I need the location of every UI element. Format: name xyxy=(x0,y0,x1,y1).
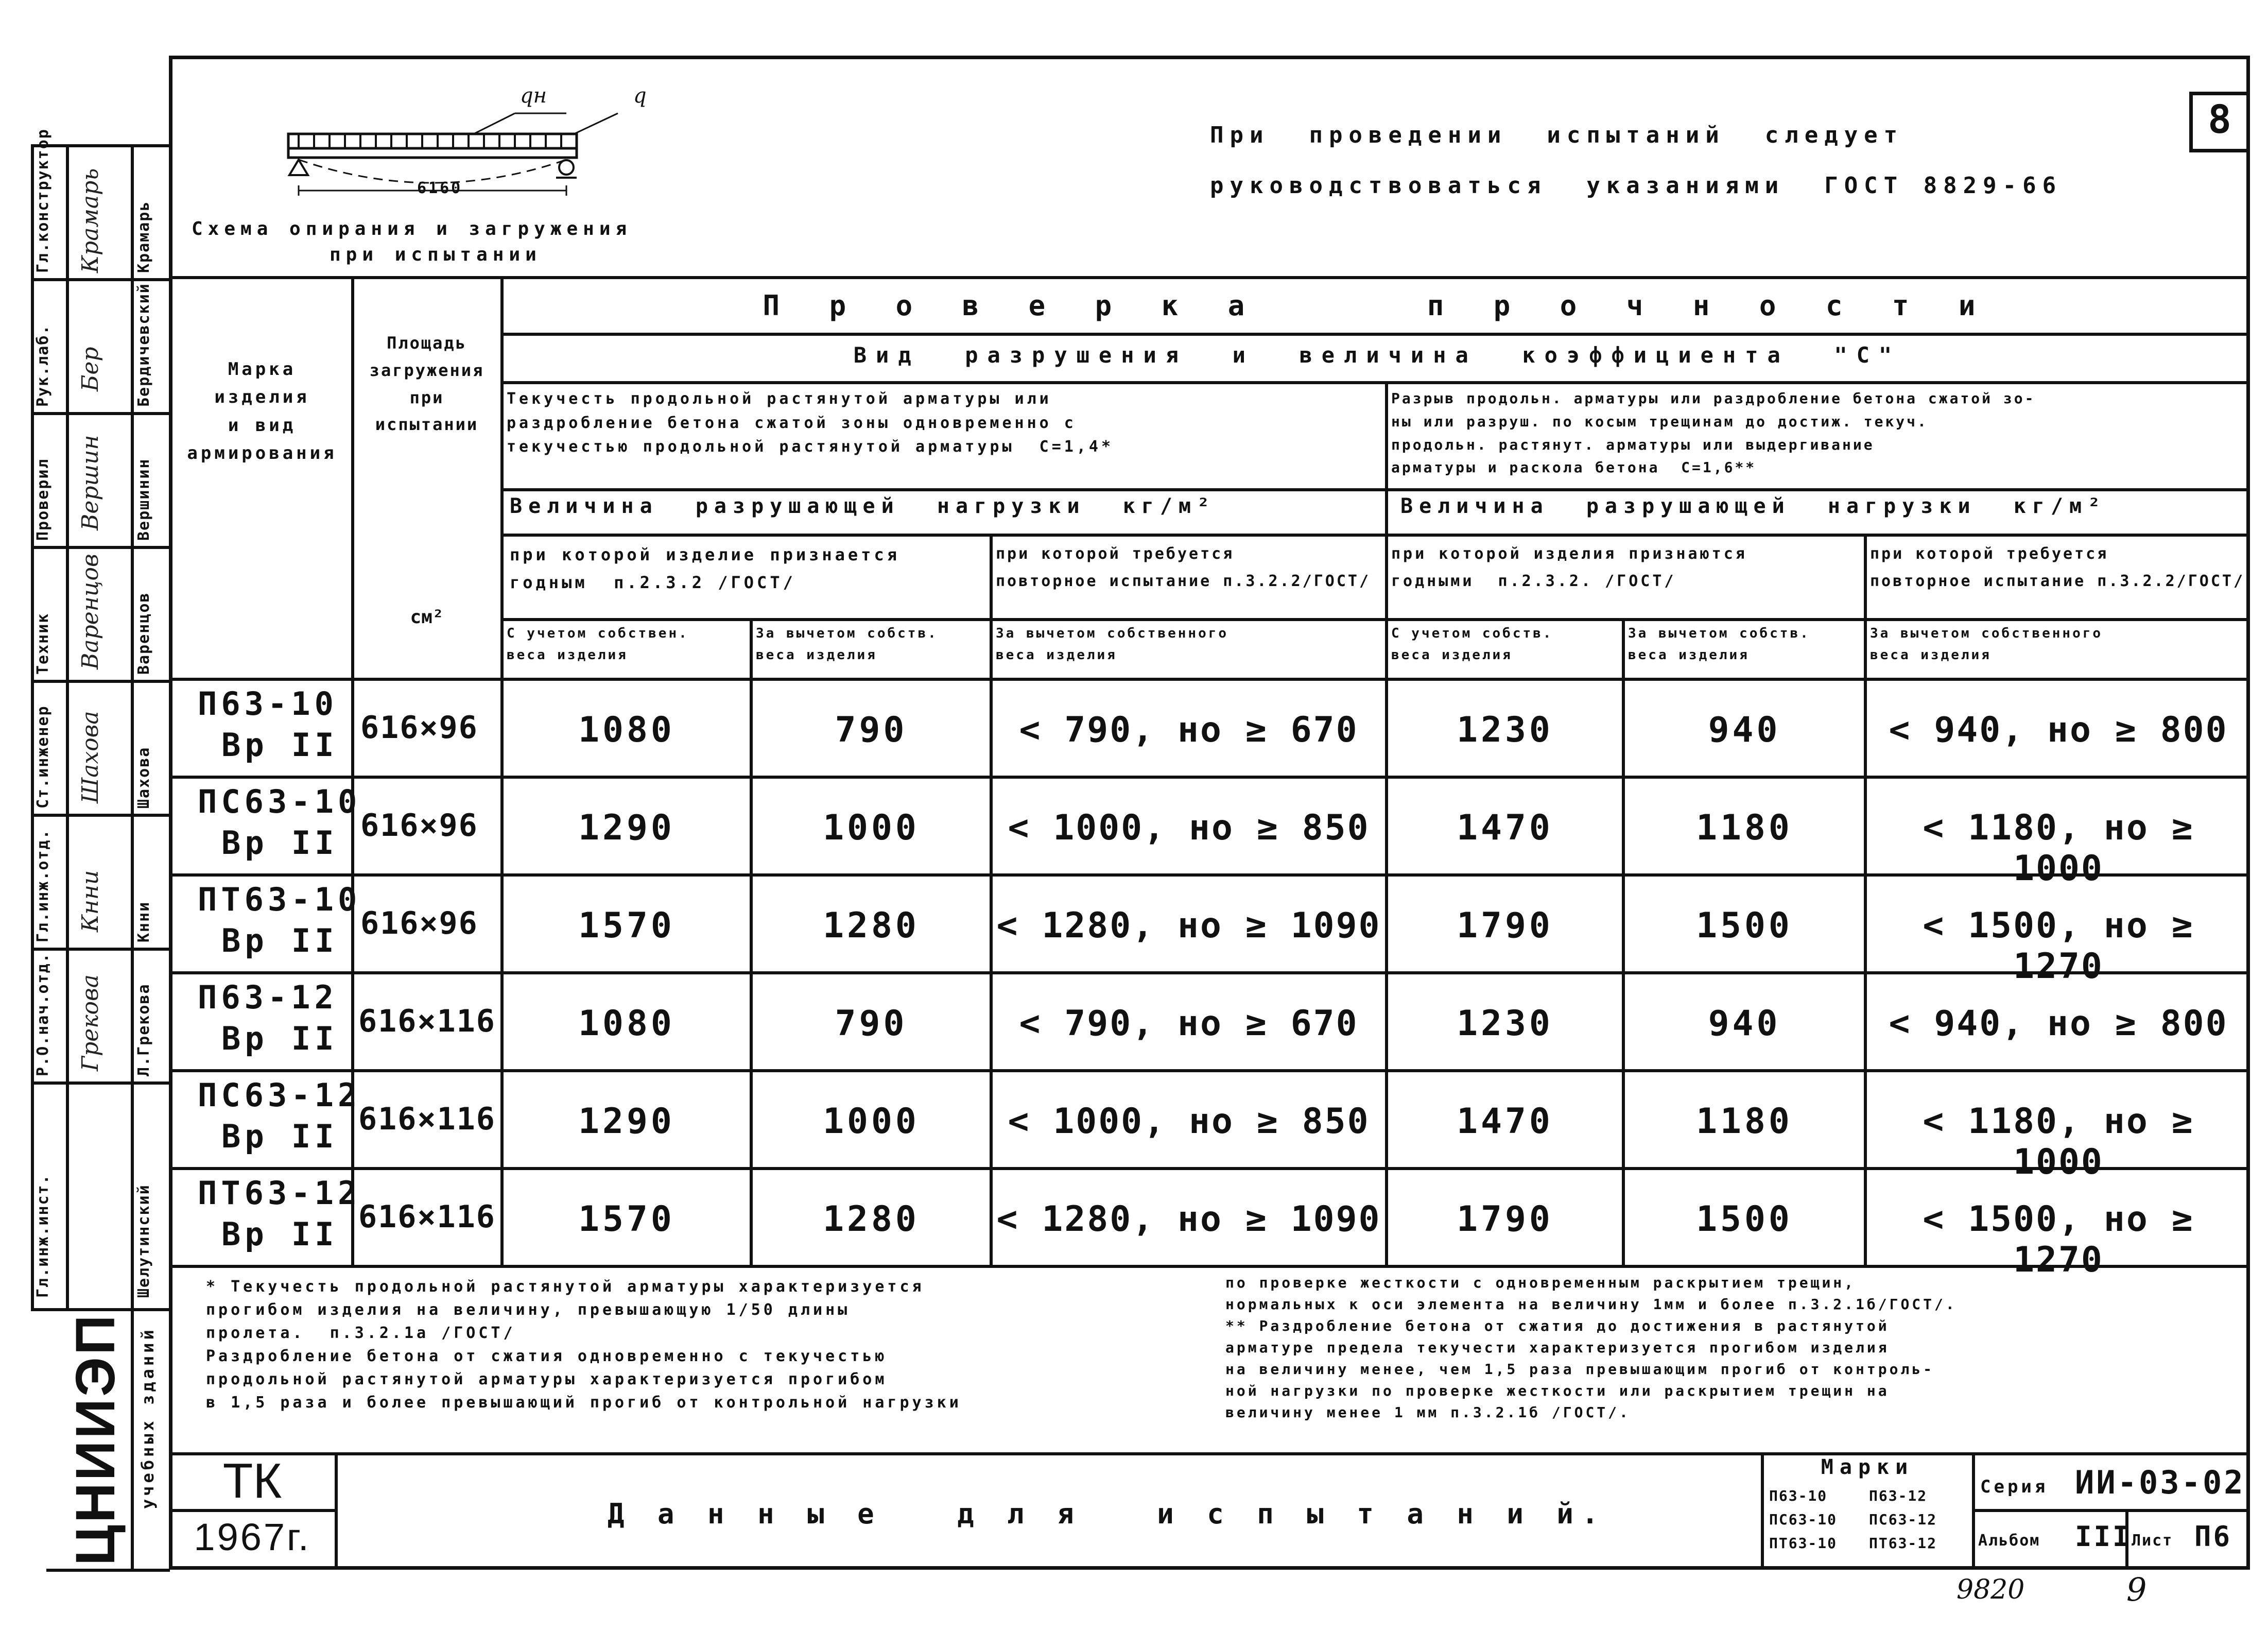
row-v5: 940 xyxy=(1708,710,1781,750)
load-header-2: Величина разрушающей нагрузки кг/м² xyxy=(1400,494,2107,518)
failure-mode-2: Разрыв продольн. арматуры или раздробление бетона сжатой зо- ны или разруш. по косым трещинам до достиж. текуч. продольн. растянут. арматуры или выдергивание арматуры и раскола бетона С=1,6** xyxy=(1391,390,2036,476)
row-area: 616×96 xyxy=(360,905,478,941)
col-area-header: Площадь загружения при испытании xyxy=(369,333,484,435)
row-line-1 xyxy=(170,776,2250,779)
sheet-label: Лист xyxy=(2132,1532,2173,1550)
title-block-year: 1967г. xyxy=(194,1516,311,1558)
row-v5: 940 xyxy=(1708,1003,1781,1044)
row-area: 616×96 xyxy=(360,710,478,746)
org-strip-bottom xyxy=(46,1569,170,1572)
mark-item-4: ПТ63-10 xyxy=(1769,1535,1838,1552)
col-line-c3 xyxy=(990,534,993,1265)
row-v6: < 1500, но ≥ 1270 xyxy=(1923,905,2194,987)
row-v2: 1280 xyxy=(823,1199,920,1240)
stamp-div-5 xyxy=(31,814,169,817)
row-reinf: Вр II xyxy=(221,922,338,959)
stamp-role-5: Гл.инж.отд. xyxy=(34,829,52,942)
header-note-line2: руководствоваться указаниями ГОСТ 8829-66 xyxy=(1210,173,2063,199)
stamp-name-2: Вершинин xyxy=(135,458,153,541)
col-c3-header: За вычетом собственного веса изделия xyxy=(996,626,1229,663)
row-v1: 1080 xyxy=(578,1003,675,1044)
bottom-number-right: 9 xyxy=(2126,1571,2147,1608)
row-v6: < 1500, но ≥ 1270 xyxy=(1923,1199,2194,1280)
mark-item-3: ПС63-12 xyxy=(1869,1511,1937,1528)
row-v3: < 1000, но ≥ 850 xyxy=(1008,1101,1370,1142)
mode-bottom xyxy=(500,488,2250,491)
row-reinf: Вр II xyxy=(221,1118,338,1155)
row-v5: 1180 xyxy=(1696,1101,1793,1142)
row-mark: ПТ63-10 xyxy=(198,881,361,918)
stamp-name-0: Крамарь xyxy=(135,200,153,273)
row-mark: ПТ63-12 xyxy=(198,1174,361,1212)
stamp-role-0: Гл.конструктор xyxy=(34,128,52,273)
scheme-load-label-1: qн xyxy=(520,84,547,108)
row-area: 616×116 xyxy=(358,1101,496,1137)
row-v2: 1280 xyxy=(823,905,920,946)
mark-item-1: П63-12 xyxy=(1869,1487,1928,1504)
sheet-number: 8 xyxy=(2208,96,2231,142)
row-mark: ПС63-12 xyxy=(198,1076,361,1114)
stamp-border-mid xyxy=(66,144,69,1308)
row-mark: П63-12 xyxy=(198,978,338,1016)
col-c2-header: За вычетом собств. веса изделия xyxy=(756,626,938,663)
album-value: III xyxy=(2075,1520,2132,1553)
row-v5: 1500 xyxy=(1696,1199,1793,1240)
sub-retest-2: при которой требуется повторное испытание п.3.2.2/ГОСТ/ xyxy=(1870,545,2245,590)
stamp-name-6: Л.Грекова xyxy=(135,983,153,1076)
row-v3: < 790, но ≥ 670 xyxy=(1019,1003,1359,1044)
tb-line-tk xyxy=(335,1452,338,1569)
stamp-div-2 xyxy=(31,412,169,415)
tb-series-divider xyxy=(1972,1509,2250,1512)
load-head-bottom xyxy=(500,534,2250,537)
series-label: Серия xyxy=(1980,1477,2049,1497)
stamp-role-1: Рук.лаб. xyxy=(34,324,52,407)
title-bottom xyxy=(500,333,2250,336)
col-area-unit: см² xyxy=(410,607,444,628)
row-v4: 1470 xyxy=(1457,1101,1553,1142)
row-v4: 1230 xyxy=(1457,1003,1553,1044)
stamp-sig-1: Бер xyxy=(77,347,103,391)
row-v2: 790 xyxy=(835,1003,908,1044)
col-c4-header: С учетом собств. веса изделия xyxy=(1391,626,1553,663)
row-v3: < 1280, но ≥ 1090 xyxy=(996,905,1381,946)
stamp-div-7 xyxy=(31,1082,169,1085)
stamp-sig-0: Крамарь xyxy=(77,168,103,273)
stamp-div-1 xyxy=(31,278,169,281)
row-v4: 1470 xyxy=(1457,808,1553,848)
stamp-role-3: Техник xyxy=(34,612,52,675)
org-subtitle: учебных зданий xyxy=(138,1327,158,1509)
mark-item-5: ПТ63-12 xyxy=(1869,1535,1937,1552)
row-v6: < 940, но ≥ 800 xyxy=(1889,1003,2228,1044)
stamp-name-4: Шахова xyxy=(135,746,153,809)
stamp-div-4 xyxy=(31,680,169,683)
col-c1-header: С учетом собствен. веса изделия xyxy=(507,626,689,663)
footnote-right: по проверке жесткости с одновременным раскрытием трещин, нормальных к оси элемента на величину 1мм и более п.3.2.1б/ГОСТ/. ** Раздробление бетона от сжатия до достижения в растянутой арматуре предела текучести характеризуется прогибом изделия на величину менее, чем 1,5 раза превышающим прогиб от контроль- ной нагрузки по проверке жесткости или раскрытием трещин на величину менее 1 мм п.3.2.1б /ГОСТ/. xyxy=(1225,1274,1957,1421)
stamp-sig-2: Вершин xyxy=(77,435,103,530)
col-c6-header: За вычетом собственного веса изделия xyxy=(1870,626,2103,663)
sub-retest-1: при которой требуется повторное испытание п.3.2.2/ГОСТ/ xyxy=(996,545,1371,590)
row-v1: 1570 xyxy=(578,1199,675,1240)
stamp-div-8 xyxy=(31,1308,169,1311)
row-v6: < 940, но ≥ 800 xyxy=(1889,710,2228,750)
row-v1: 1570 xyxy=(578,905,675,946)
row-v5: 1180 xyxy=(1696,808,1793,848)
title-block-top xyxy=(170,1452,2250,1455)
stamp-name-5: Кнни xyxy=(135,901,153,942)
stamp-sig-4: Шахова xyxy=(77,711,103,803)
row-v2: 1000 xyxy=(823,808,920,848)
col-mark-header: Марка изделия и вид армирования xyxy=(187,359,337,464)
failure-mode-1: Текучесть продольной растянутой арматуры или раздробление бетона сжатой зоны одновременно с текучестью продольной растянутой арматуры С=1,4* xyxy=(507,390,1114,456)
row-v4: 1790 xyxy=(1457,1199,1553,1240)
col-c5-header: За вычетом собств. веса изделия xyxy=(1628,626,1810,663)
subtitle-bottom xyxy=(500,381,2250,384)
row-v6: < 1180, но ≥ 1000 xyxy=(1923,1101,2194,1182)
row-v3: < 1000, но ≥ 850 xyxy=(1008,808,1370,848)
stamp-role-6: Р.О.нач.отд. xyxy=(34,952,52,1076)
stamp-div-3 xyxy=(31,546,169,549)
row-line-4 xyxy=(170,1069,2250,1072)
stamp-name-7: Шелутинский xyxy=(135,1184,153,1298)
series-value: ИИ-03-02 xyxy=(2075,1464,2245,1501)
bottom-number-left: 9820 xyxy=(1957,1574,2025,1605)
row-reinf: Вр II xyxy=(221,1020,338,1057)
marks-label: Марки xyxy=(1821,1455,1914,1479)
row-v2: 1000 xyxy=(823,1101,920,1142)
stamp-sig-3: Варенцов xyxy=(77,554,103,670)
stamp-sig-5: Кнни xyxy=(77,870,103,932)
row-area: 616×96 xyxy=(360,808,478,844)
tk-divider xyxy=(170,1509,335,1512)
sheet-value: П6 xyxy=(2194,1520,2232,1553)
sub-fit-2: при которой изделия признаются годными п.2.3.2. /ГОСТ/ xyxy=(1391,545,1747,590)
title-block-tk: ТК xyxy=(222,1453,282,1508)
row-v2: 790 xyxy=(835,710,908,750)
row-v5: 1500 xyxy=(1696,905,1793,946)
row-v4: 1230 xyxy=(1457,710,1553,750)
row-mark: П63-10 xyxy=(198,685,338,723)
mark-item-2: ПС63-10 xyxy=(1769,1511,1838,1528)
scheme-load-label-2: q xyxy=(633,84,647,108)
stamp-name-1: Бердичевский xyxy=(135,283,153,407)
row-v6: < 1180, но ≥ 1000 xyxy=(1923,808,2194,889)
title-block-title: Д а н н ы е д л я и с п ы т а н и й. xyxy=(608,1498,1607,1530)
stamp-sig-6: Грекова xyxy=(77,974,103,1071)
row-area: 616×116 xyxy=(358,1003,496,1039)
row-v1: 1080 xyxy=(578,710,675,750)
stamp-role-2: Проверил xyxy=(34,458,52,541)
row-v4: 1790 xyxy=(1457,905,1553,946)
row-reinf: Вр II xyxy=(221,1215,338,1253)
row-v1: 1290 xyxy=(578,808,675,848)
footnote-left: * Текучесть продольной растянутой арматуры характеризуется прогибом изделия на величину, превышающую 1/50 длины пролета. п.3.2.1а /ГОСТ/ Раздробление бетона от сжатия одновременно с текучестью продольной растянутой арматуры характеризуется прогибом в 1,5 раза и более превышающий прогиб от контрольной нагрузки xyxy=(206,1278,962,1412)
table-title: П р о в е р к а п р о ч н о с т и xyxy=(763,289,1992,322)
header-bottom xyxy=(170,678,2250,681)
scheme-span-label: 6160 xyxy=(417,179,463,197)
org-strip-border xyxy=(131,1308,134,1569)
album-label: Альбом xyxy=(1978,1532,2040,1550)
stamp-name-3: Варенцов xyxy=(135,592,153,675)
row-v1: 1290 xyxy=(578,1101,675,1142)
table-top xyxy=(170,276,2250,279)
row-v3: < 1280, но ≥ 1090 xyxy=(996,1199,1381,1240)
mark-item-0: П63-10 xyxy=(1769,1487,1828,1504)
scheme-caption-2: при испытании xyxy=(330,244,542,265)
row-reinf: Вр II xyxy=(221,726,338,764)
scheme-caption-1: Схема опирания и загружения xyxy=(192,218,632,239)
sub-head-bottom xyxy=(500,618,2250,621)
sub-fit-1: при которой изделие признается годным п.2.3.2 /ГОСТ/ xyxy=(510,545,900,593)
row-area: 616×116 xyxy=(358,1199,496,1235)
stamp-border-right2 xyxy=(131,144,134,1308)
row-v3: < 790, но ≥ 670 xyxy=(1019,710,1359,750)
stamp-div-6 xyxy=(31,948,169,951)
load-header-1: Величина разрушающей нагрузки кг/м² xyxy=(510,494,1216,518)
table-subtitle: Вид разрушения и величина коэффициента "С" xyxy=(853,342,1901,368)
header-note-line1: При проведении испытаний следует xyxy=(1210,122,1904,148)
stamp-role-7: Гл.инж.инст. xyxy=(34,1174,52,1298)
stamp-role-4: Ст.инженер xyxy=(34,705,52,809)
row-reinf: Вр II xyxy=(221,824,338,862)
row-mark: ПС63-10 xyxy=(198,783,361,820)
org-name: ЦНИИЭП xyxy=(64,1313,126,1566)
